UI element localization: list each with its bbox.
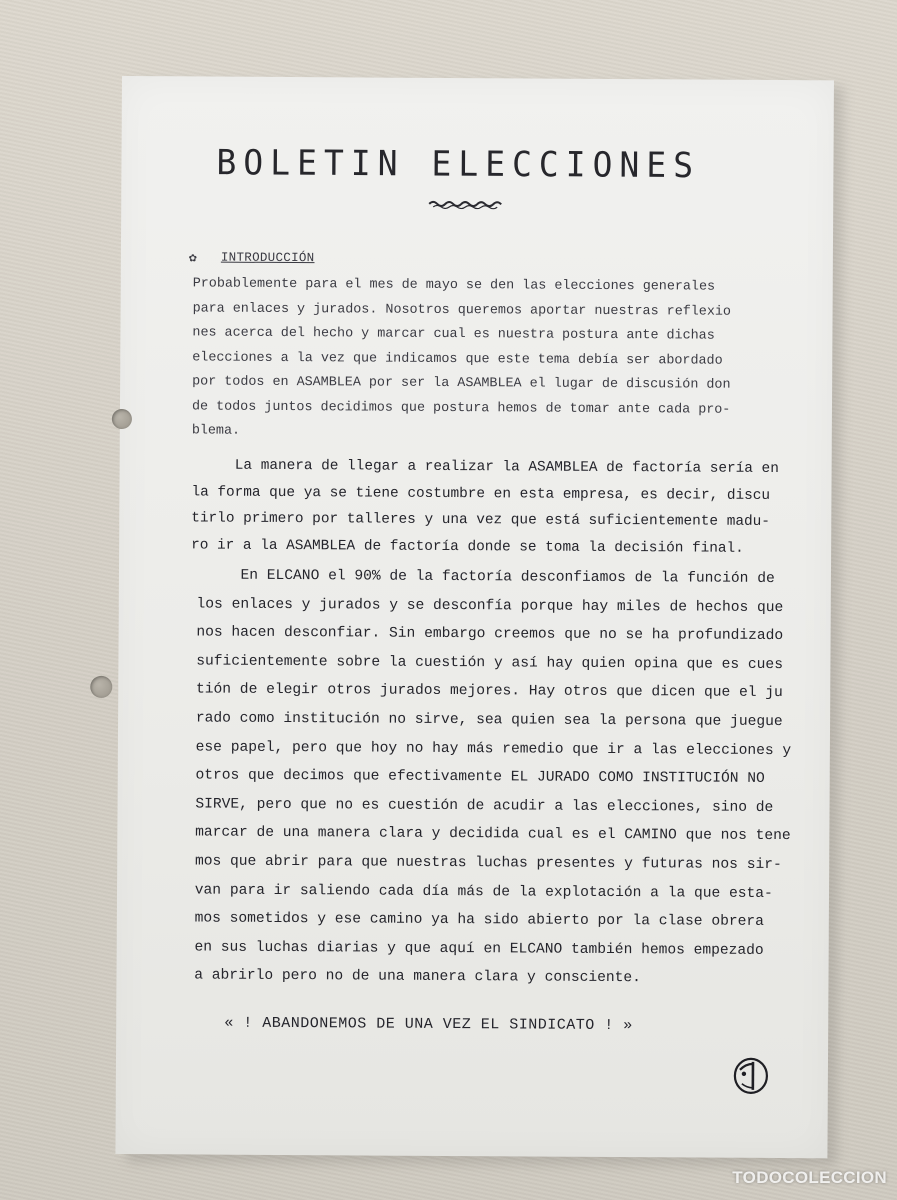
text-line: de todos juntos decidimos que postura hemos de tomar ante cada pro- (191, 398, 731, 418)
punch-hole-top (112, 409, 132, 429)
text-line: La manera de llegar a realizar la ASAMBLEA de factoría sería en (191, 457, 779, 478)
paragraph-introduction (192, 272, 731, 447)
punch-hole-bottom (90, 676, 112, 698)
text-line: ese papel, pero que hoy no hay más remedio que ir a las elecciones y (151, 738, 792, 759)
text-line: SIRVE, pero que no es cuestión de acudir a las elecciones, sino de (151, 795, 774, 816)
text-line: Probablemente para el mes de mayo se den las elecciones generales (192, 276, 716, 295)
text-line: En ELCANO el 90% de la factoría desconfiamos de la función de (152, 567, 775, 587)
document-title: BOLETIN ELECCIONES (216, 141, 701, 186)
paragraph-asamblea (191, 452, 779, 562)
wavy-rule-icon (427, 199, 503, 209)
text-line: en sus luchas diarias y que aquí en ELCANO también hemos empezado (150, 938, 764, 959)
text-line: nos hacen desconfiar. Sin embargo creemos que no se ha profundizado (152, 624, 784, 645)
text-line: mos sometidos y ese camino ya ha sido abierto por la clase obrera (150, 910, 764, 931)
watermark-text: TODOCOLECCION (732, 1168, 887, 1187)
text-line: otros que decimos que efectivamente EL JURADO COMO INSTITUCIÓN NO (151, 767, 765, 788)
text-line: mos que abrir para que nuestras luchas presentes y futuras nos sir- (151, 853, 782, 873)
text-line: tirlo primero por talleres y una vez que está suficientemente madu- (191, 510, 770, 530)
text-line: tión de elegir otros jurados mejores. Hay otros que dicen que el ju (152, 681, 783, 702)
text-line: la forma que ya se tiene costumbre en esta empresa, es decir, discu (191, 483, 771, 504)
closing-slogan: « ! ABANDONEMOS DE UNA VEZ EL SINDICATO ! » (224, 1014, 633, 1035)
document-sheet (115, 76, 834, 1158)
text-line: marcar de una manera clara y decidida cual es el CAMINO que nos tene (151, 824, 791, 845)
text-line: ro ir a la ASAMBLEA de factoría donde se toma la decisión final. (191, 536, 744, 557)
text-line: blema. (191, 423, 241, 439)
text-line: los enlaces y jurados y se desconfía porque hay miles de hechos que (152, 595, 784, 616)
text-line: van para ir saliendo cada día más de la explotación a la que esta- (150, 881, 773, 902)
paragraph-elcano (150, 561, 792, 994)
text-line: para enlaces y jurados. Nosotros queremos aportar nuestras reflexio (192, 300, 732, 320)
text-line: suficientemente sobre la cuestión y así hay quien opina que es cues (152, 652, 784, 673)
text-line: elecciones a la vez que indicamos que este tema debía ser abordado (192, 349, 723, 369)
emblem-icon (732, 1056, 770, 1096)
text-line: nes acerca del hecho y marcar cual es nuestra postura ante dichas (192, 325, 715, 344)
text-line: por todos en ASAMBLEA por ser la ASAMBLEA el lugar de discusión don (192, 374, 731, 393)
flower-icon: ✿ (188, 250, 197, 266)
section-heading: INTRODUCCIÓN (220, 250, 315, 266)
text-line: rado como institución no sirve, sea quien sea la persona que juegue (152, 710, 783, 731)
text-line: a abrirlo pero no de una manera clara y consciente. (150, 967, 641, 987)
